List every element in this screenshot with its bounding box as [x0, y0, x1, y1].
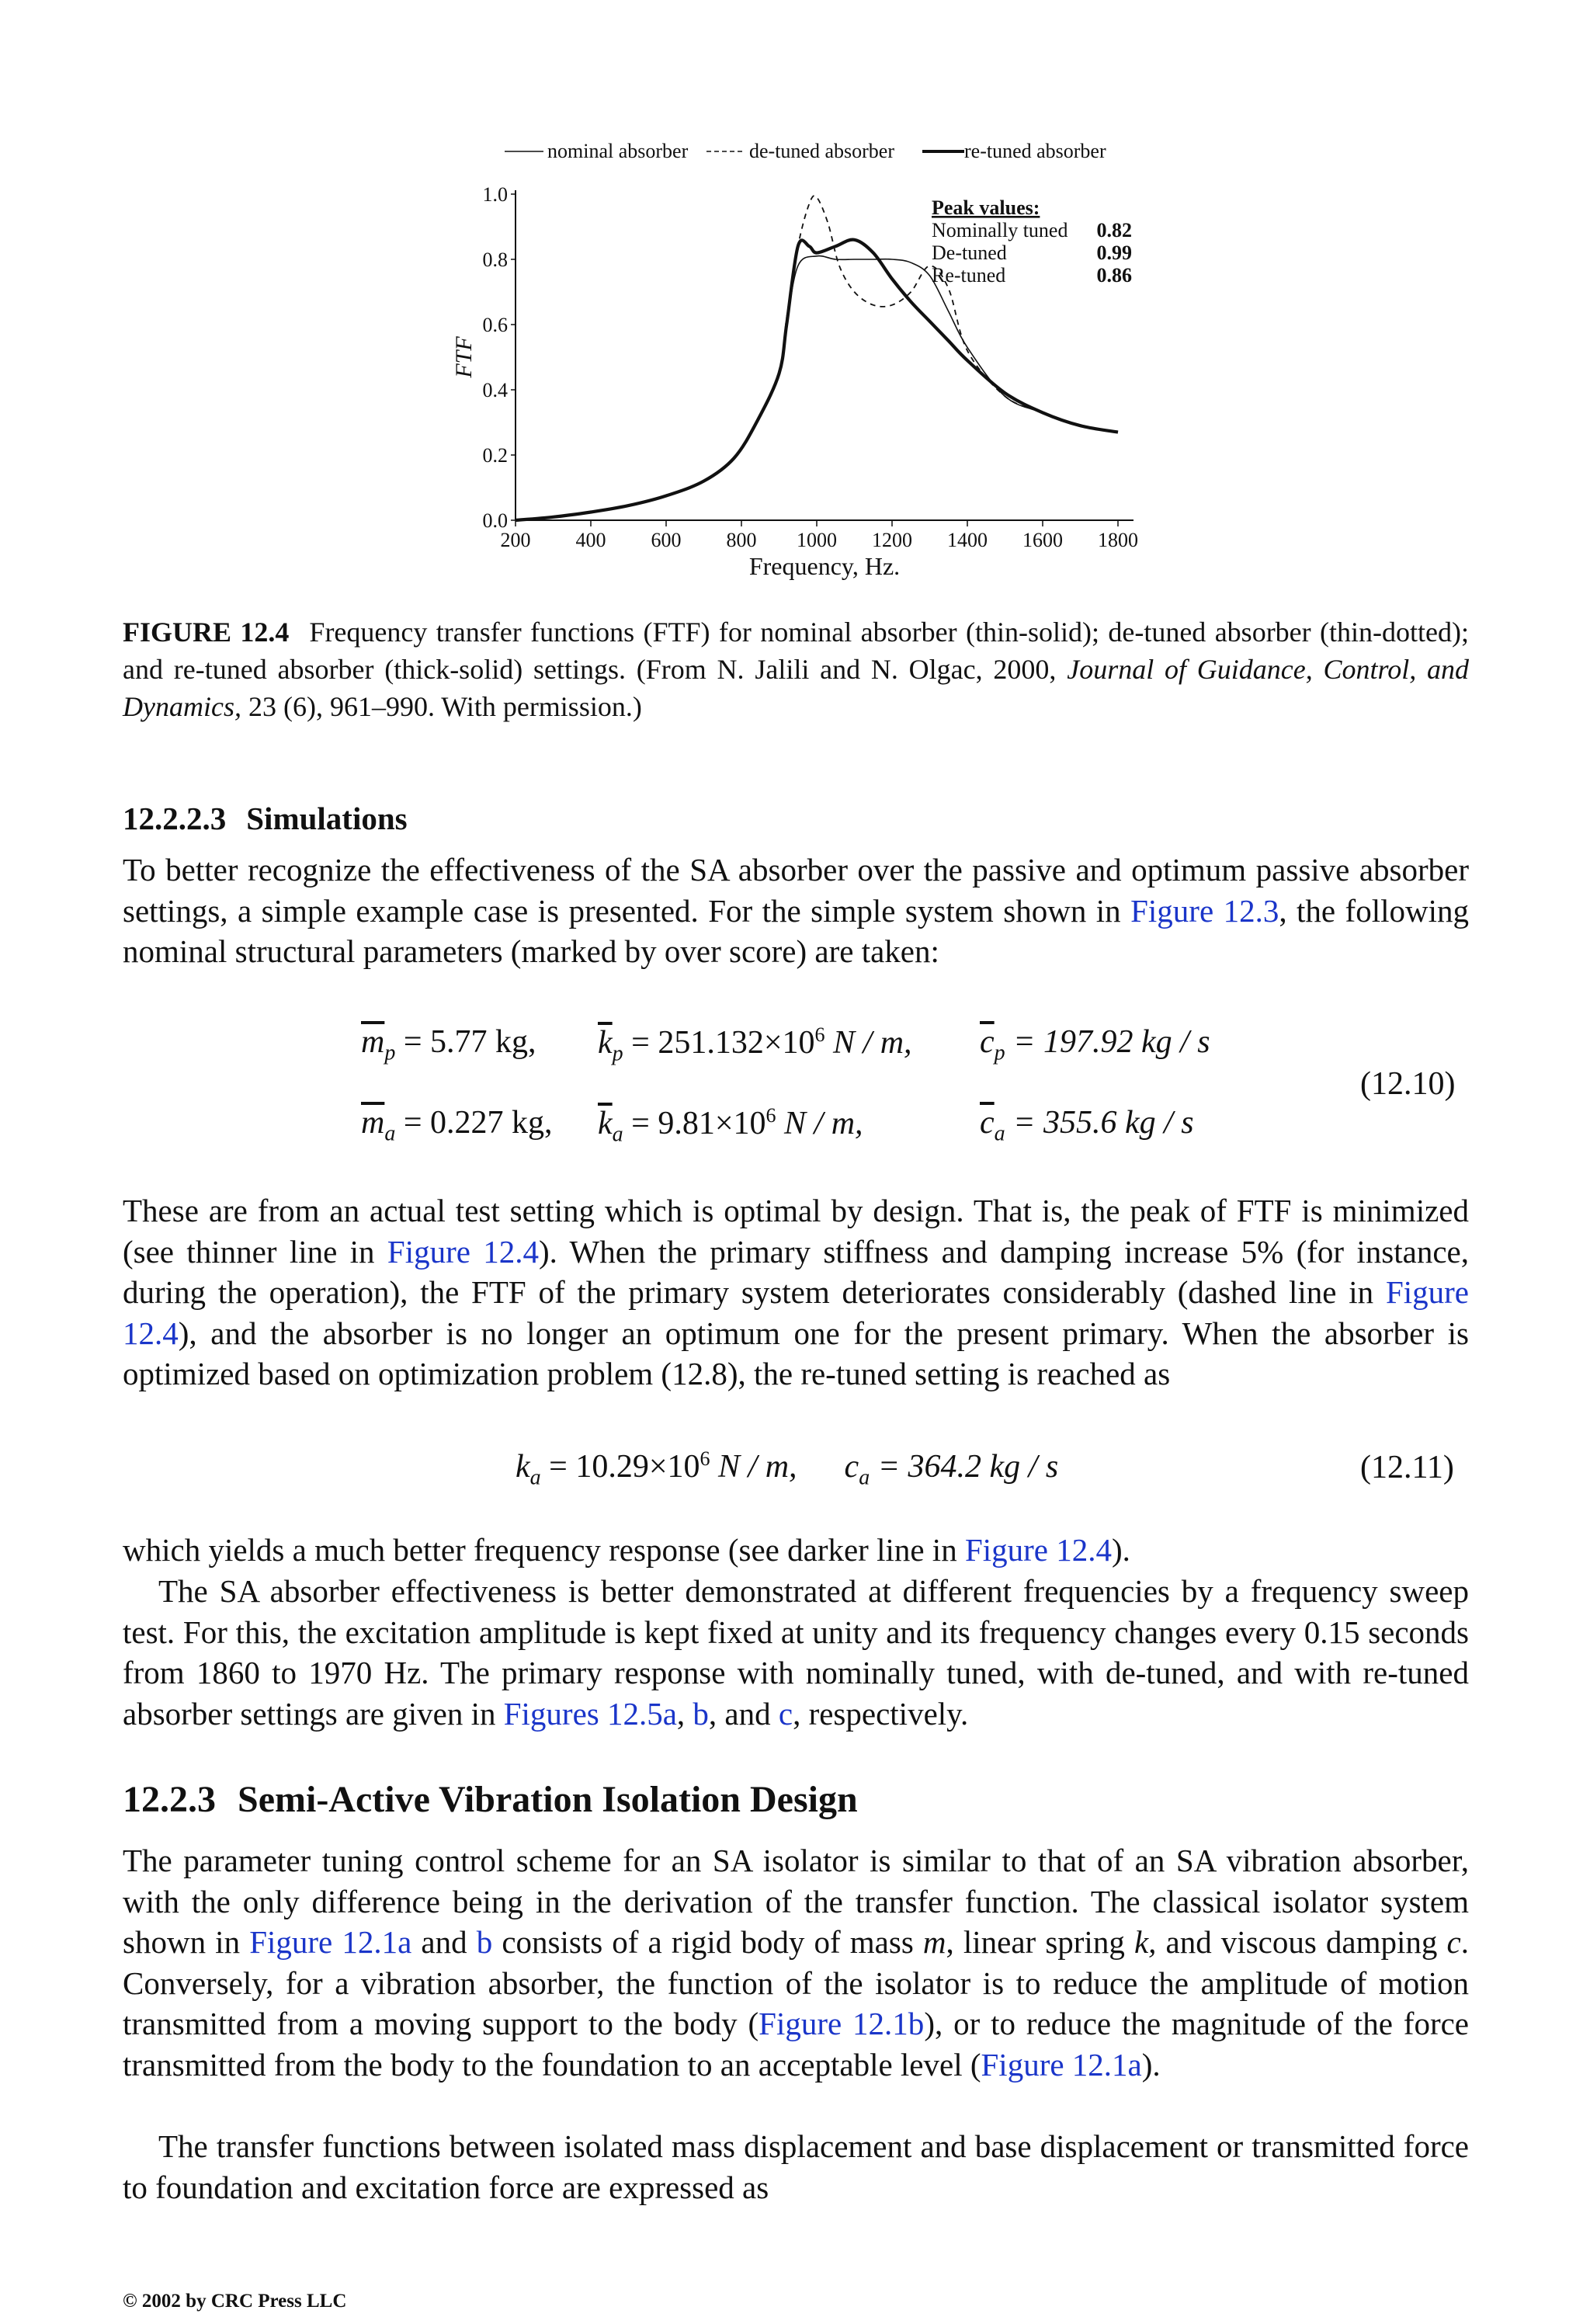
p4-sep: , and — [708, 1695, 779, 1732]
p5-text-b: consists of a rigid body of mass — [492, 1924, 923, 1960]
p5-text-f: ). — [1141, 2046, 1161, 2083]
x-tick-label: 800 — [726, 529, 757, 551]
equation-12-10-row2 — [361, 1104, 553, 1146]
y-tick-label: 0.6 — [482, 314, 508, 336]
peak-value-detuned: 0.99 — [1096, 241, 1132, 264]
link-figure-12-5b[interactable]: b — [693, 1695, 709, 1732]
peak-label-nominal: Nominally tuned — [932, 219, 1068, 241]
p5-var-k: k, — [1133, 1924, 1157, 1960]
link-figure-12-4[interactable]: Figure 12.4 — [387, 1233, 540, 1270]
p5-text-e: ), or to reduce the magnitude of the force transmitted from the body to the foundation to an acceptable level ( — [123, 2006, 1469, 2083]
p5-var-c: c — [1446, 1924, 1461, 1960]
eq-c: $\overline{c}$ — [980, 1105, 995, 1141]
y-tick-label: 0.4 — [482, 379, 508, 401]
x-tick-label: 600 — [651, 529, 682, 551]
equation-12-10-ka — [598, 1104, 863, 1147]
caption-journal: Journal of Guidance, Control, and Dynamics, — [123, 654, 1470, 722]
p5-and: and — [411, 1924, 477, 1960]
eq-k: $\overline{k}$ — [598, 1106, 613, 1141]
eq-c: $\overline{c}$ — [980, 1024, 995, 1060]
eq-sub-a: a — [859, 1465, 870, 1490]
p3-text: which yields a much better frequency response (see darker line in — [123, 1532, 965, 1568]
paragraph-5 — [123, 1840, 1469, 2085]
link-figure-12-1b[interactable]: Figure 12.1b — [759, 2006, 925, 2041]
paragraph-1 — [123, 849, 1469, 972]
eq-sub-a: a — [529, 1465, 541, 1490]
p1-text: To better recognize the effectiveness of the SA absorber over the passive and optimum passive absorber settings, a simple example case is presented. For the simple system shown in — [123, 852, 1469, 929]
eq-m: $\overline{m}$ — [361, 1024, 385, 1060]
p4-sep: , — [676, 1695, 693, 1732]
eq-ka-value: = 9.81×10 — [631, 1106, 766, 1141]
paragraph-4 — [123, 1571, 1469, 1734]
x-tick-label: 1400 — [947, 529, 988, 551]
chart-legend — [505, 140, 1106, 162]
paragraph-3 — [123, 1530, 1469, 1571]
eq-sub-a: a — [994, 1121, 1005, 1146]
eq-ca-value: = 355.6 kg / s — [1013, 1105, 1194, 1141]
y-tick-label: 0.0 — [482, 509, 508, 532]
eq-ma-value: = 0.227 kg, — [403, 1105, 553, 1141]
link-figure-12-1a[interactable]: Figure 12.1a — [249, 1924, 412, 1960]
eq-mp-value: = 5.77 kg, — [403, 1024, 536, 1060]
p1-text-end: , the following nominal structural parameters (marked by over score) are taken: — [123, 892, 1469, 969]
eq-sub-p: p — [612, 1041, 623, 1066]
series-lines — [516, 196, 1118, 520]
p5-text-d: . Conversely, for a vibration absorber, the function of the isolator is to reduce the amplitude of motion transmitted from a moving support to the body ( — [123, 1924, 1469, 2041]
x-tick-label: 400 — [575, 529, 606, 551]
equation-12-10-kp — [598, 1023, 912, 1066]
x-tick-label: 1000 — [797, 529, 837, 551]
x-tick-label: 1200 — [872, 529, 912, 551]
p4-text: The SA absorber effectiveness is better demonstrated at different frequencies by a frequency sweep test. For this, the excitation amplitude is kept fixed at unity and its frequency changes every 0.15 seconds from 1860 to 1970 Hz. The primary response with nominally tuned, with de-tuned, and with re-tuned absorber settings are given in — [123, 1573, 1469, 1732]
p2-text-end: ), and the absorber is no longer an optimum one for the present primary. When the absorber is optimized based on optimization problem (12.8), the re-tuned setting is reached as — [123, 1315, 1469, 1391]
subsection-heading — [123, 800, 408, 837]
eq-cp-value: = 197.92 kg / s — [1013, 1024, 1210, 1060]
paragraph-6 — [123, 2126, 1469, 2208]
p5-text-c2: and viscous damping — [1156, 1924, 1447, 1960]
eq-kp-unit: N / m, — [825, 1025, 912, 1061]
peak-label-detuned: De-tuned — [932, 241, 1007, 264]
eq-ka-retuned-exp: 6 — [700, 1447, 710, 1470]
eq-k: k — [516, 1449, 530, 1485]
link-figure-12-4[interactable]: Figure 12.4 — [123, 1274, 1469, 1351]
section-heading — [123, 1778, 858, 1821]
eq-c: c — [844, 1449, 859, 1485]
subsection-number: 12.2.2.3 — [123, 801, 227, 836]
link-figure-12-5a[interactable]: Figures 12.5a — [503, 1695, 677, 1732]
series-line-de-tuned-absorber — [516, 196, 1118, 520]
link-figure-12-1a[interactable]: Figure 12.1a — [981, 2046, 1142, 2083]
eq-sub-p: p — [994, 1040, 1005, 1065]
legend-detuned: de-tuned absorber — [749, 140, 894, 162]
section-number: 12.2.3 — [123, 1779, 216, 1820]
ftf-chart — [435, 124, 1165, 590]
x-tick-label: 200 — [500, 529, 531, 551]
figure-label: FIGURE 12.4 — [123, 617, 290, 648]
p4-text-end: , respectively. — [793, 1695, 969, 1732]
eq-ka-unit: N / m, — [776, 1106, 863, 1141]
legend-retuned: re-tuned absorber — [964, 140, 1106, 162]
p2-text-mid: ). When the primary stiffness and damping increase 5% (for instance, during the operation), the FTF of the primary system deteriorates considerably (dashed line in — [123, 1233, 1469, 1310]
eq-sub-a: a — [612, 1122, 623, 1147]
p5-text-c1: , linear spring — [946, 1924, 1134, 1960]
p5-var-m: m — [922, 1924, 946, 1960]
y-tick-label: 0.2 — [482, 444, 508, 467]
y-tick-label: 0.8 — [482, 248, 508, 271]
eq-kp-value: = 251.132×10 — [631, 1025, 815, 1061]
peak-value-retuned: 0.86 — [1096, 264, 1132, 287]
link-figure-12-4[interactable]: Figure 12.4 — [964, 1532, 1112, 1568]
eq-ka-exp: 6 — [765, 1104, 776, 1127]
eq-ca-retuned-value: = 364.2 kg / s — [870, 1449, 1059, 1485]
peak-values-annotation — [932, 196, 1132, 287]
legend-nominal: nominal absorber — [547, 140, 689, 162]
eq-m: $\overline{m}$ — [361, 1105, 385, 1141]
eq-ka-retuned-unit: N / m, — [710, 1449, 797, 1485]
subsection-title: Simulations — [246, 801, 408, 836]
x-tick-label: 1600 — [1022, 529, 1063, 551]
x-tick-label: 1800 — [1098, 529, 1138, 551]
y-tick-label: 1.0 — [482, 183, 508, 206]
equation-number-12-10: (12.10) — [1360, 1066, 1456, 1102]
eq-sub-p: p — [384, 1040, 396, 1065]
section-title: Semi-Active Vibration Isolation Design — [238, 1779, 858, 1820]
p5-text: The parameter tuning control scheme for an SA isolator is similar to that of an SA vibration absorber, with the only difference being in the derivation of the transfer function. The classical isolator system shown in — [123, 1843, 1469, 1960]
eq-k: $\overline{k}$ — [598, 1025, 613, 1061]
paragraph-2 — [123, 1190, 1469, 1395]
series-line-nominal-absorber — [516, 256, 1118, 520]
copyright-footer: © 2002 by CRC Press LLC — [123, 2291, 347, 2312]
figure-caption — [123, 613, 1469, 725]
series-line-re-tuned-absorber — [516, 240, 1118, 520]
p3-text-end: ). — [1112, 1532, 1130, 1568]
y-axis-label: FTF — [451, 336, 477, 378]
equation-12-11 — [516, 1447, 1058, 1490]
equation-12-10-row1 — [361, 1023, 536, 1065]
x-axis-label: Frequency, Hz. — [748, 552, 901, 580]
link-figure-12-3[interactable]: Figure 12.3 — [1130, 892, 1279, 929]
eq-kp-exp: 6 — [814, 1023, 825, 1046]
eq-sub-a: a — [384, 1121, 396, 1146]
peak-label-retuned: Re-tuned — [932, 264, 1006, 287]
caption-text: Frequency transfer functions (FTF) for nominal absorber (thin-solid); de-tuned absorber (thin-dotted); and re-tuned absorber (thick-solid) settings. (From N. Jalili and N. Olgac, 2000, — [123, 617, 1470, 685]
link-figure-12-5c[interactable]: c — [778, 1695, 793, 1732]
peak-value-nominal: 0.82 — [1096, 219, 1132, 241]
link-figure-12-1b[interactable]: b — [476, 1924, 493, 1960]
caption-text-end: 23 (6), 961–990. With permission.) — [241, 691, 642, 722]
equation-12-10-cp — [980, 1023, 1210, 1065]
peak-values-title: Peak values: — [932, 196, 1040, 219]
p2-text: These are from an actual test setting which is optimal by design. That is, the peak of FTF is minimized (see thinner line in — [123, 1193, 1469, 1270]
p6-text: The transfer functions between isolated mass displacement and base displacement or transmitted force to foundation and excitation force are expressed as — [123, 2128, 1469, 2205]
equation-12-10-ca — [980, 1104, 1194, 1146]
eq-ka-retuned-value: = 10.29×10 — [540, 1449, 700, 1485]
equation-number-12-11: (12.11) — [1360, 1450, 1454, 1485]
